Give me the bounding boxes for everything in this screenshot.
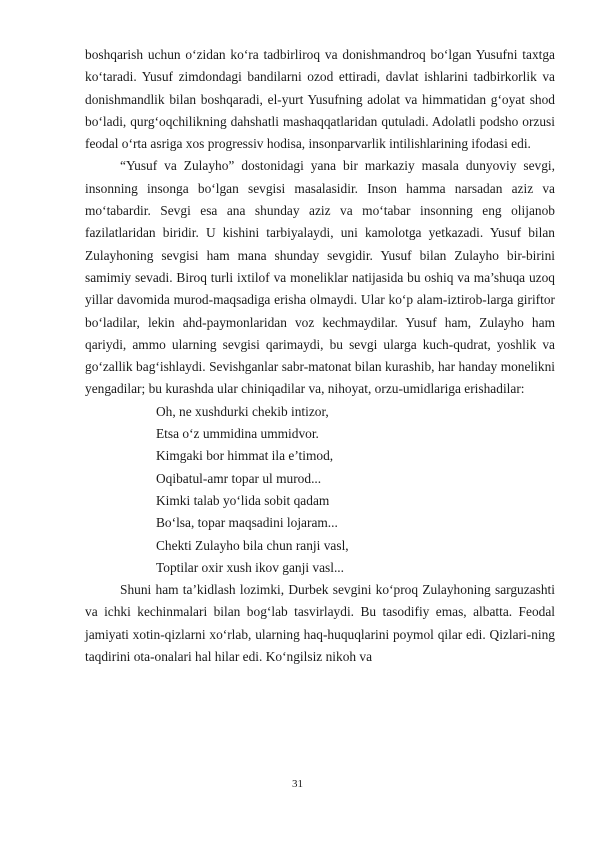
paragraph-2: “Yusuf va Zulayho” dostonidagi yana bir markaziy masala dunyoviy sevgi, insonning insonga bo‘lgan sevgisi masalasidir. Inson hamma narsadan aziz va mo‘tabardir. Sevgi esa ana shunday aziz va mo‘tabar insonning eng olijanob fazilatlaridan biridir. U kishini tarbiyalaydi, uni kamolotga yetkazadi. Yusuf bilan Zulayhoning sevgisi ham mana shunday sevgidir. Yusuf bilan Zulayho bir-birini samimiy sevadi. Biroq turli ixtilof va moneliklar natijasida bu oshiq va ma’shuqa uzoq yillar davomida murod-maqsadiga erisha olmaydi. Ular ko‘p alam-iztirob-larga giriftor bo‘ladilar, lekin ahd-paymonlaridan voz kechmaydilar. Yusuf ham, Zulayho ham qariydi, ammo ularning sevgisi qarimaydi, bu sevgi ularga kuch-qudrat, yoshlik va go‘zallik bag‘ishlaydi. Sevishganlar sabr-matonat bilan kurashib, har handay monelikni yengadilar; bu kurashda ular chiniqadilar va, nihoyat, orzu-umidlariga erishadilar: — [85, 158, 555, 397]
document-page — [85, 44, 555, 668]
poem-line: Kimki talab yo‘lida sobit qadam — [156, 492, 330, 508]
poem-line: Oqibatul-amr topar ul murod... — [156, 470, 322, 486]
poem-line: Bo‘lsa, topar maqsadini lojaram... — [156, 515, 338, 531]
poem-line: Oh, ne xushdurki chekib intizor, — [156, 403, 329, 419]
paragraph-3: Shuni ham ta’kidlash lozimki, Durbek sevgini ko‘proq Zulayhoning sarguzashti va ichki kechinmalari bilan bog‘lab tasvirlaydi. Bu tasodifiy emas, albatta. Feodal jamiyati xotin-qizlarni xo‘rlab, ularning haq-huquqlarini poymol qilar edi. Qizlari-ning taqdirini ota-onalari hal hilar edi. Ko‘ngilsiz nikoh va — [85, 582, 555, 665]
poem-quote — [85, 401, 555, 579]
poem-line: Toptilar oxir xush ikov ganji vasl... — [156, 559, 344, 575]
poem-line: Kimgaki bor himmat ila e’timod, — [156, 448, 334, 464]
poem-line: Etsa o‘z ummidina ummidvor. — [156, 426, 319, 442]
page-number: 31 — [292, 778, 303, 790]
paragraph-1: boshqarish uchun o‘zidan ko‘ra tadbirliroq va donishmandroq bo‘lgan Yusufni taxtga ko‘taradi. Yusuf zimdondagi bandilarni ozod ettiradi, davlat ishlarini tadbirkorlik va donishmandlik bilan boshqaradi, el-yurt Yusufning adolat va himmatidan g‘oyat shod bo‘ladi, qurg‘oqchilikning dahshatli mashaqqatlaridan qutuladi. Adolatli podsho orzusi feodal o‘rta asriga xos progressiv hodisa, insonparvarlik intilishlarining ifodasi edi. — [85, 47, 555, 152]
poem-line: Chekti Zulayho bila chun ranji vasl, — [156, 537, 349, 553]
